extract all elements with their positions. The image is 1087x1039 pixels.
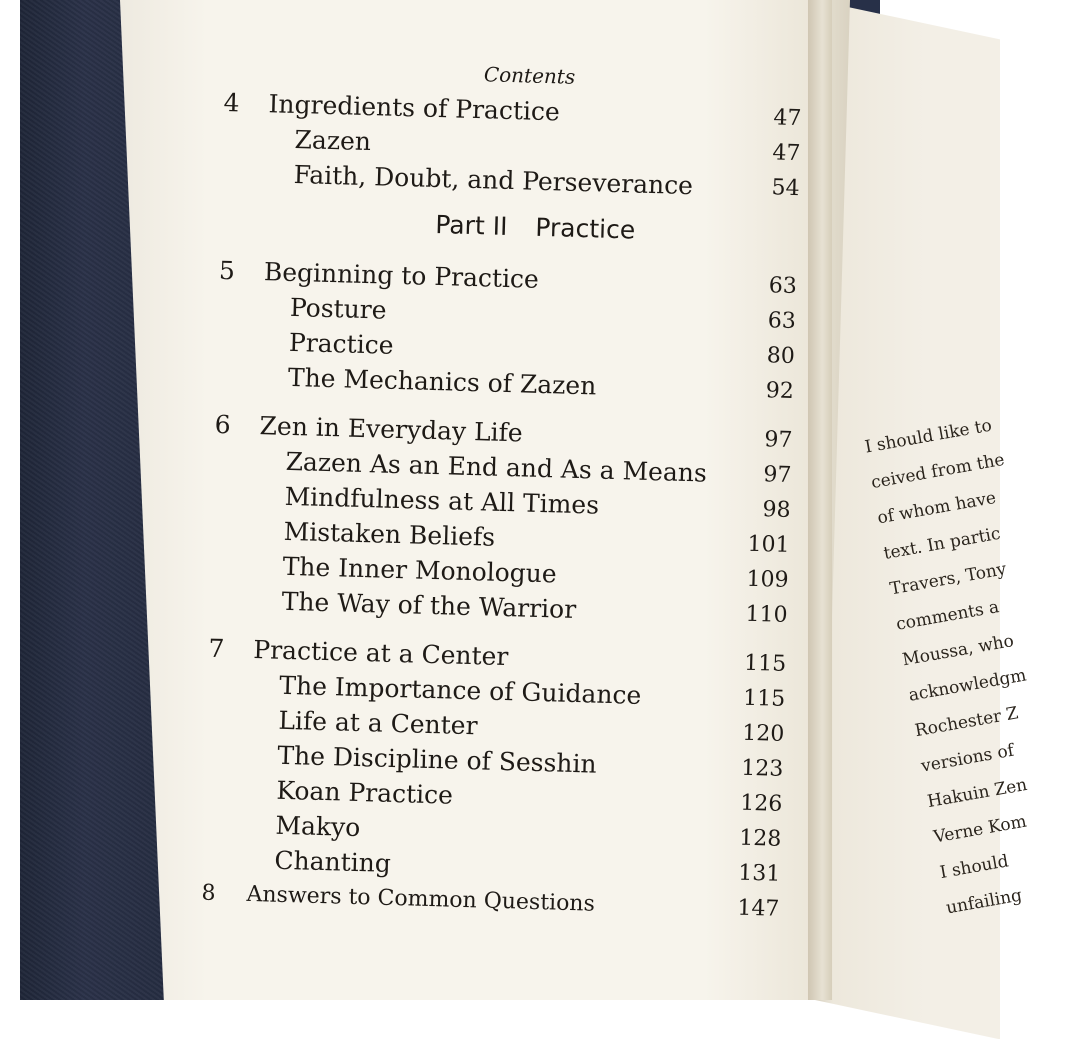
facing-page-line: versions of	[919, 740, 1016, 777]
section-title: Zazen As an End and As a Means	[285, 446, 708, 488]
page-number: 126	[739, 790, 783, 817]
page-number: 54	[771, 175, 800, 202]
page-number: 131	[738, 860, 781, 887]
section-title: The Mechanics of Zazen	[287, 362, 597, 401]
page-number: 147	[737, 895, 780, 922]
section-title: Mistaken Beliefs	[283, 516, 496, 552]
section-title: The Inner Monologue	[282, 551, 558, 589]
facing-page-line: Verne Kom	[932, 811, 1029, 848]
chapter-number: 4	[223, 87, 240, 118]
chapter-number: 8	[201, 880, 216, 907]
facing-page-line: text. In partic	[882, 523, 1002, 564]
section-title: Koan Practice	[276, 775, 454, 810]
page-number: 63	[768, 273, 798, 300]
page-number: 115	[743, 650, 787, 677]
page-number: 63	[767, 308, 797, 335]
section-title: Faith, Doubt, and Perseverance	[293, 159, 694, 201]
facing-page-line: Hakuin Zen	[925, 774, 1029, 813]
facing-page-line: I should	[938, 851, 1011, 884]
page-number: 109	[746, 566, 789, 593]
table-of-contents	[201, 55, 835, 928]
part-name: Practice	[534, 212, 636, 245]
section-title: Mindfulness at All Times	[284, 481, 600, 520]
facing-page-line: I should like to	[863, 415, 994, 458]
page-number: 101	[747, 531, 790, 558]
page-number: 115	[742, 685, 786, 712]
section-title: The Importance of Guidance	[279, 670, 642, 710]
section-title: Zazen	[294, 124, 372, 157]
chapter-title: Beginning to Practice	[263, 257, 540, 294]
page-number: 110	[745, 601, 788, 628]
page-number: 128	[738, 825, 782, 852]
chapter-number: 6	[214, 409, 231, 440]
chapter-title: Answers to Common Questions	[246, 881, 596, 917]
section-title: Makyo	[275, 810, 361, 843]
section-title: Posture	[289, 292, 387, 325]
contents-heading: Contents	[483, 62, 576, 89]
page-number: 97	[763, 462, 792, 488]
facing-page-line: Rochester Z	[913, 703, 1020, 742]
facing-page-line: ceived from the	[869, 449, 1007, 494]
page-number: 97	[764, 427, 793, 453]
facing-page-line: acknowledgm	[907, 665, 1028, 706]
section-title: The Discipline of Sesshin	[277, 740, 598, 779]
page-number: 98	[762, 497, 791, 523]
page-number: 120	[741, 720, 785, 747]
part-label: Part II	[435, 209, 508, 241]
page-number: 92	[765, 378, 795, 405]
section-title: The Way of the Warrior	[281, 586, 577, 625]
page-number: 123	[740, 755, 784, 782]
facing-page-line: of whom have	[875, 487, 998, 529]
chapter-number: 5	[218, 255, 236, 286]
page-number: 47	[772, 140, 801, 167]
facing-page-line: comments a	[894, 597, 1001, 635]
chapter-title: Zen in Everyday Life	[259, 411, 524, 448]
section-title: Chanting	[274, 845, 392, 878]
facing-page-line: Travers, Tony	[888, 559, 1008, 600]
section-title: Life at a Center	[278, 705, 478, 741]
chapter-title: Ingredients of Practice	[268, 89, 561, 127]
facing-page-line: Moussa, who	[900, 631, 1016, 671]
chapter-title: Practice at a Center	[253, 635, 509, 672]
section-title: Practice	[288, 327, 394, 360]
facing-page-line: unfailing	[944, 885, 1024, 919]
page-number: 80	[766, 343, 796, 370]
chapter-number: 7	[208, 633, 225, 664]
page-number: 47	[773, 105, 802, 132]
